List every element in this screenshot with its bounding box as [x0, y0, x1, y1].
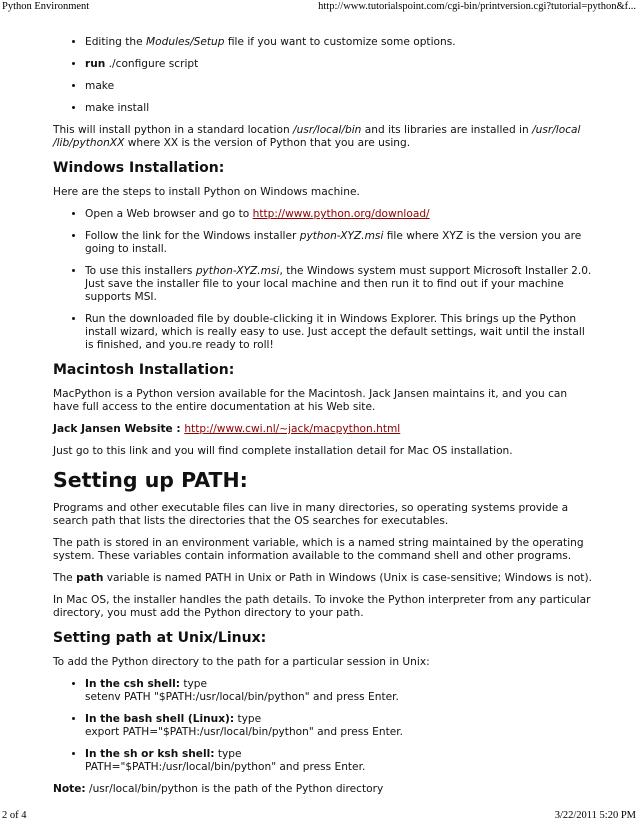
- mac-intro: MacPython is a Python version available for the Macintosh. Jack Jansen maintains it, and you can have full access to the entire documentation at his Web site.: [53, 388, 568, 413]
- sh-command: PATH="$PATH:/usr/local/bin/python" and press Enter.: [85, 761, 366, 773]
- csh-command: setenv PATH "$PATH:/usr/local/bin/python" and press Enter.: [85, 691, 399, 703]
- path-paragraph-1: Programs and other executable files can live in many directories, so operating systems provide a search path that lists the directories that the OS searches for executables.: [53, 502, 569, 527]
- page-number: 2 of 4: [2, 810, 27, 821]
- unix-path-intro: To add the Python directory to the path for a particular session in Unix:: [53, 656, 430, 668]
- list-item: • In the sh or ksh shell: type PATH="$PATH:/usr/local/bin/python" and press Enter.: [85, 748, 593, 774]
- list-item: • In the bash shell (Linux): type export PATH="$PATH:/usr/local/bin/python" and press Enter.: [85, 713, 593, 739]
- unix-path-heading: Setting path at Unix/Linux:: [53, 630, 267, 646]
- windows-intro: Here are the steps to install Python on Windows machine.: [53, 186, 360, 198]
- list-item: • make: [85, 80, 593, 93]
- list-item: • run ./configure script: [85, 58, 593, 71]
- page-header-url: http://www.tutorialspoint.com/cgi-bin/printversion.cgi?tutorial=python&f...: [318, 1, 636, 12]
- path-paragraph-2: The path is stored in an environment variable, which is a named string maintained by the operating system. These variables contain information available to the command shell and other programs.: [53, 537, 584, 562]
- setting-path-heading: Setting up PATH:: [53, 468, 248, 492]
- unix-install-note: This will install python in a standard location /usr/local/bin and its libraries are installed in /usr/local /lib/pythonXX where XX is the version of Python that you are using.: [53, 124, 581, 149]
- macpython-link[interactable]: http://www.cwi.nl/~jack/macpython.html: [184, 423, 401, 435]
- bash-command: export PATH="$PATH:/usr/local/bin/python" and press Enter.: [85, 726, 404, 738]
- path-paragraph-3: The path variable is named PATH in Unix or Path in Windows (Unix is case-sensitive; Windows is not).: [53, 572, 592, 584]
- print-timestamp: 3/22/2011 5:20 PM: [554, 810, 636, 821]
- document-body: [53, 34, 593, 805]
- list-item: • Follow the link for the Windows installer python-XYZ.msi file where XYZ is the version you are going to install.: [85, 230, 593, 256]
- list-item: • Editing the Modules/Setup file if you want to customize some options.: [85, 36, 593, 49]
- macintosh-heading: Macintosh Installation:: [53, 362, 235, 378]
- mac-website-line: [53, 423, 593, 436]
- list-item: • In the csh shell: type setenv PATH "$PATH:/usr/local/bin/python" and press Enter.: [85, 678, 593, 704]
- list-item: • Open a Web browser and go to http://www.python.org/download/: [85, 208, 593, 221]
- list-item: • make install: [85, 102, 593, 115]
- windows-heading: Windows Installation:: [53, 160, 225, 176]
- unix-build-steps: [53, 36, 593, 115]
- python-download-link[interactable]: http://www.python.org/download/: [252, 208, 430, 220]
- path-note: Note: /usr/local/bin/python is the path of the Python directory: [53, 783, 384, 795]
- path-paragraph-4: In Mac OS, the installer handles the path details. To invoke the Python interpreter from any particular directory, you must add the Python directory to your path.: [53, 594, 591, 619]
- shell-path-steps: [53, 678, 593, 774]
- mac-website-label: Jack Jansen Website :: [53, 423, 185, 435]
- windows-steps: [53, 208, 593, 352]
- list-item: • Run the downloaded file by double-clicking it in Windows Explorer. This brings up the Python install wizard, which is really easy to use. Just accept the default settings, wait until the install is finished, and you.re ready to roll!: [85, 313, 593, 352]
- mac-detail: Just go to this link and you will find complete installation detail for Mac OS installation.: [53, 445, 513, 457]
- page-header-title: Python Environment: [2, 1, 90, 12]
- list-item: • To use this installers python-XYZ.msi, the Windows system must support Microsoft Installer 2.0. Just save the installer file to your local machine and then run it to find out if your machine supports MSI.: [85, 265, 593, 304]
